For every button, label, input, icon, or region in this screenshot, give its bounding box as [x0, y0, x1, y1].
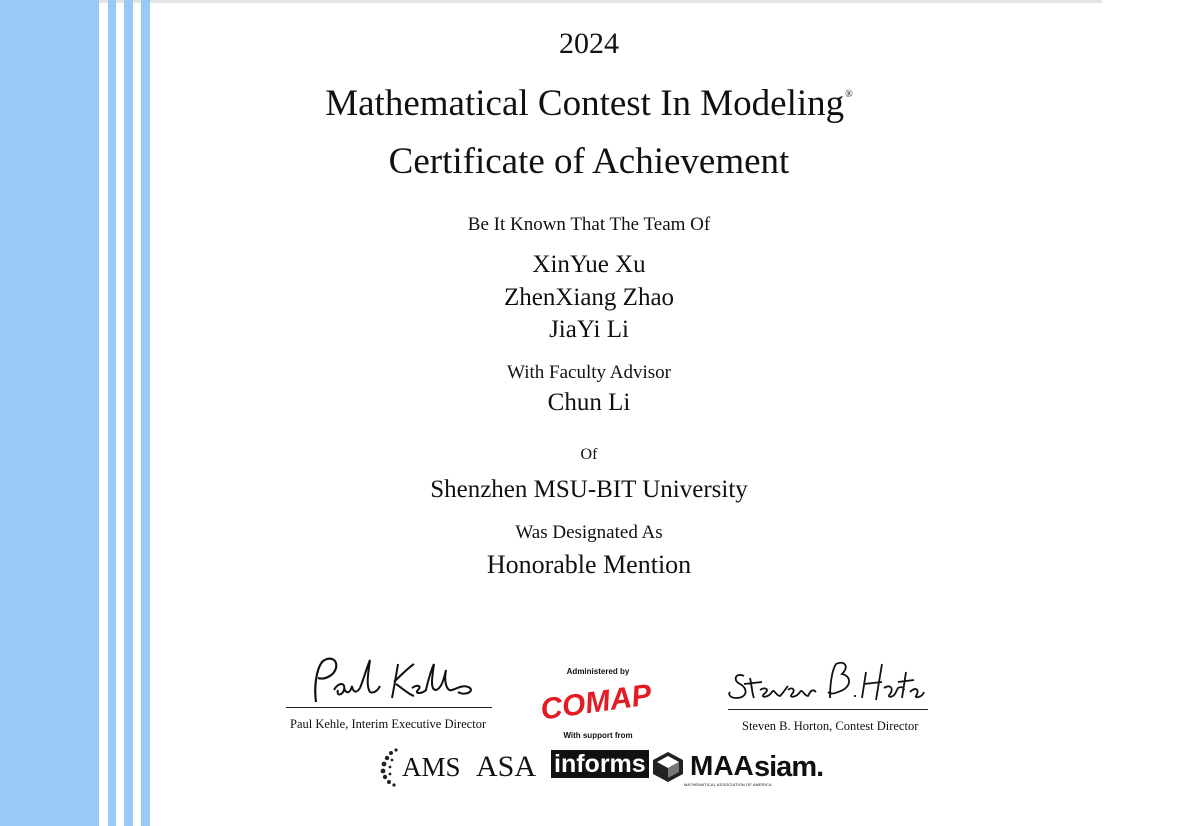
informs-logo-text: informs [551, 750, 649, 778]
top-rule [0, 0, 1102, 3]
team-member: ZhenXiang Zhao [503, 284, 675, 311]
siam-logo: siam. [754, 751, 824, 783]
maa-logo [650, 750, 772, 789]
left-signatory-caption: Paul Kehle, Interim Executive Director [290, 717, 487, 731]
maa-emblem-icon [650, 750, 686, 784]
university-name: Shenzhen MSU-BIT University [430, 476, 748, 503]
administered-by-label: Administered by [566, 667, 630, 676]
signature-paul-kehle [286, 650, 496, 710]
maa-subtitle: MATHEMATICAL ASSOCIATION OF AMERICA [684, 782, 772, 787]
informs-logo [551, 750, 649, 784]
award-name: Honorable Mention [486, 550, 692, 579]
advisor-name: Chun Li [547, 389, 631, 416]
signature-line-left [286, 707, 492, 708]
comap-logo [538, 678, 654, 727]
team-member: JiaYi Li [549, 316, 629, 343]
registered-mark: ® [845, 89, 853, 100]
certificate-year: 2024 [559, 27, 619, 60]
with-support-label: With support from [563, 731, 633, 740]
ams-logo: AMS [402, 752, 461, 782]
right-signatory-caption: Steven B. Horton, Contest Director [742, 719, 919, 733]
signature-line-right [728, 709, 928, 710]
intro-text: Be It Known That The Team Of [467, 214, 711, 235]
team-member: XinYue Xu [532, 251, 646, 278]
faculty-label: With Faculty Advisor [507, 362, 671, 383]
signature-steven-horton [726, 652, 930, 710]
certificate-title: Certificate of Achievement [388, 141, 790, 182]
designated-label: Was Designated As [515, 522, 663, 543]
of-label: Of [580, 446, 598, 463]
contest-title-text: Mathematical Contest In Modeling [325, 83, 845, 124]
maa-logo-text: MAA [690, 750, 754, 781]
comap-logo-text: COMAP [538, 678, 654, 727]
contest-title [0, 82, 1178, 125]
asa-logo: ASA [476, 750, 537, 783]
